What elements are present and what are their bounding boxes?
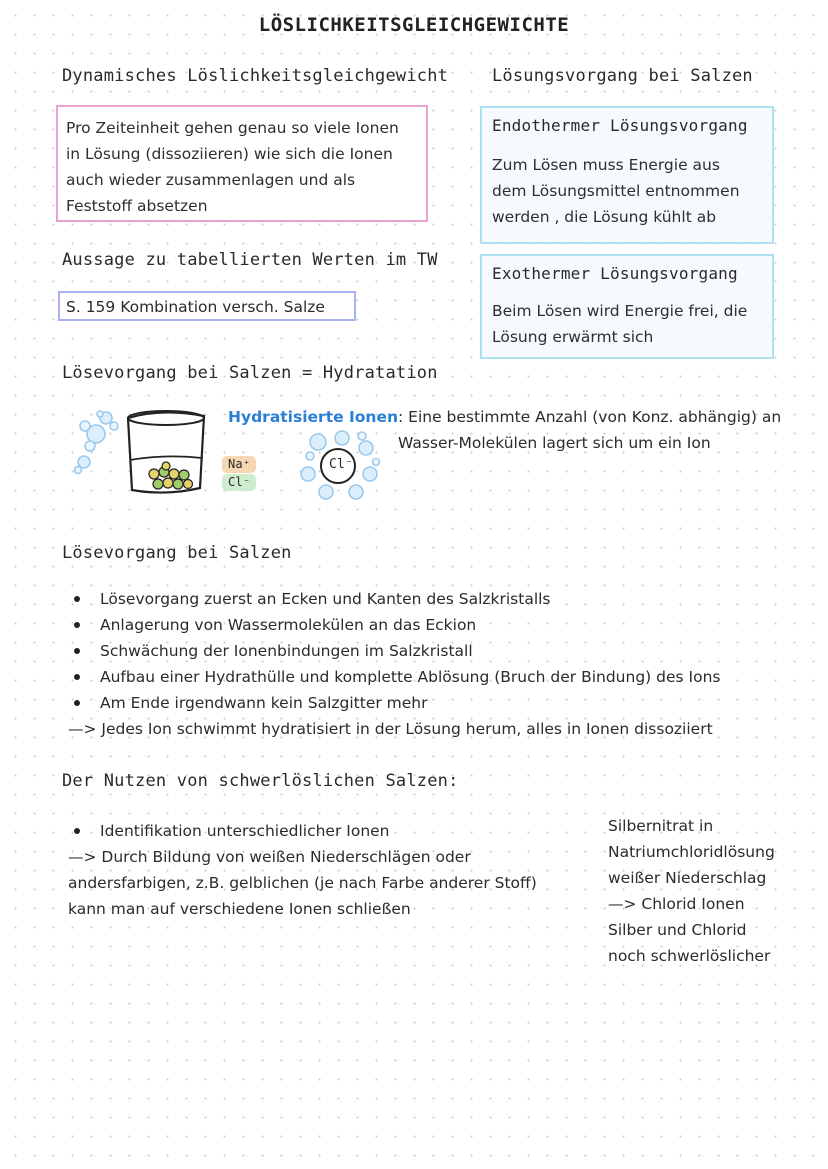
usage-heading: Der Nutzen von schwerlöslichen Salzen: [62, 771, 459, 791]
list-item: Am Ende irgendwann kein Salzgitter mehr [64, 690, 804, 716]
dynamic-line: in Lösung (dissoziieren) wie sich die Ionen [66, 145, 393, 163]
usage-line: kann man auf verschiedene Ionen schließen [68, 900, 411, 918]
dynamic-line: Pro Zeiteinheit gehen genau so viele Ionen [66, 119, 399, 137]
list-item: Schwächung der Ionenbindungen im Salzkristall [64, 638, 804, 664]
process-heading: Lösevorgang bei Salzen [62, 543, 292, 563]
tabulated-heading: Aussage zu tabellierten Werten im TW [62, 250, 438, 270]
exothermic-line: Lösung erwärmt sich [492, 328, 654, 346]
usage-side-note [608, 813, 775, 969]
endothermic-line: werden , die Lösung kühlt ab [492, 208, 717, 226]
hydrated-ions-line-1 [228, 404, 781, 430]
list-item: Anlagerung von Wassermolekülen an das Eckion [64, 612, 804, 638]
chloride-ion-symbol: Cl⁻ [328, 457, 354, 472]
process-bullet-list [64, 586, 804, 716]
exothermic-line: Beim Lösen wird Energie frei, die [492, 302, 748, 320]
side-note-line: weißer Niederschlag [608, 869, 767, 887]
chloride-ion-label: Cl⁻ [222, 474, 256, 491]
dynamic-heading: Dynamisches Löslichkeitsgleichgewicht [62, 66, 449, 86]
endothermic-line: dem Lösungsmittel entnommen [492, 182, 740, 200]
page-title: LÖSLICHKEITSGLEICHGEWICHTE [258, 14, 570, 36]
beaker-illustration [66, 396, 226, 506]
list-item: Aufbau einer Hydrathülle und komplette Ablösung (Bruch der Bindung) des Ions [64, 664, 804, 690]
tabulated-box: S. 159 Kombination versch. Salze [58, 291, 356, 321]
list-item: Identifikation unterschiedlicher Ionen [64, 818, 584, 844]
dynamic-line: Feststoff absetzen [66, 197, 208, 215]
hydrated-ions-label: Hydratisierte Ionen [228, 408, 399, 426]
side-note-line: Silbernitrat in [608, 817, 714, 835]
process-conclusion: —> Jedes Ion schwimmt hydratisiert in der Lösung herum, alles in Ionen dissoziiert [68, 720, 713, 738]
dynamic-line: auch wieder zusammenlagen und als [66, 171, 356, 189]
hydration-heading: Lösevorgang bei Salzen = Hydratation [62, 363, 438, 383]
usage-line: —> Durch Bildung von weißen Niederschlägen oder [68, 848, 471, 866]
hydrated-ions-text: : Eine bestimmte Anzahl (von Konz. abhängig) an [398, 408, 782, 426]
usage-line: andersfarbigen, z.B. gelblichen (je nach Farbe anderer Stoff) [68, 874, 537, 892]
side-note-line: Silber und Chlorid [608, 921, 747, 939]
exothermic-title: Exothermer Lösungsvorgang [492, 264, 738, 283]
list-item: Lösevorgang zuerst an Ecken und Kanten des Salzkristalls [64, 586, 804, 612]
usage-text [68, 844, 537, 922]
endothermic-line: Zum Lösen muss Energie aus [492, 156, 720, 174]
endothermic-box [480, 106, 774, 244]
side-note-line: —> Chlorid Ionen [608, 895, 745, 913]
sodium-ion-label: Na⁺ [222, 456, 256, 473]
side-note-line: Natriumchloridlösung [608, 843, 775, 861]
endothermic-title: Endothermer Lösungsvorgang [492, 116, 748, 135]
usage-bullet-list [64, 818, 584, 844]
water-molecule-icon [75, 411, 119, 474]
dissolution-heading: Lösungsvorgang bei Salzen [492, 66, 753, 86]
side-note-line: noch schwerlöslicher [608, 947, 771, 965]
exothermic-box [480, 254, 774, 359]
hydrated-ions-line-2: Wasser-Molekülen lagert sich um ein Ion [398, 434, 711, 452]
dynamic-box [56, 105, 428, 222]
